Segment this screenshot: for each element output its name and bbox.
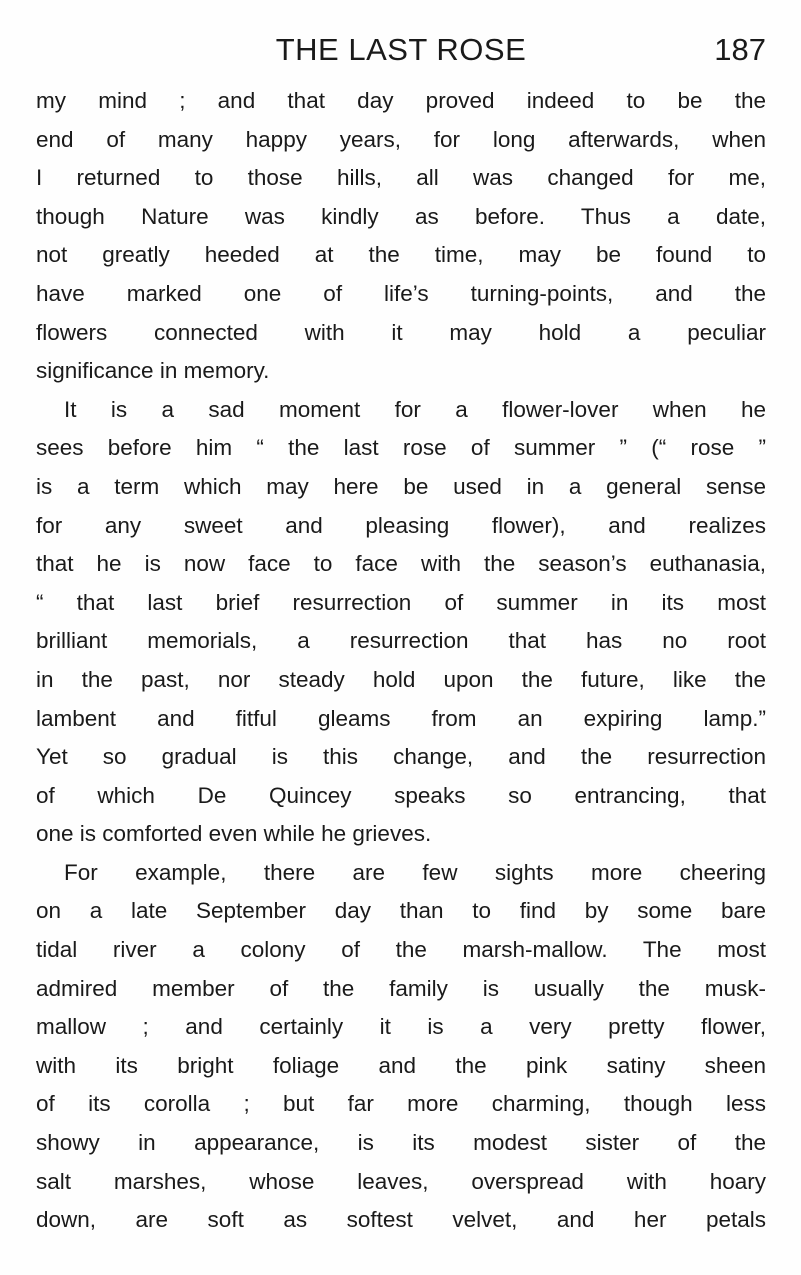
text-line: brilliant memorials, a resurrection that has no root (36, 628, 766, 654)
text-line: that he is now face to face with the season’s euthanasia, (36, 551, 766, 577)
text-line: in the past, nor steady hold upon the future, like the (36, 666, 766, 692)
running-title: THE LAST ROSE (275, 32, 527, 67)
text-line: of which De Quincey speaks so entrancing, that (36, 782, 766, 808)
text-line: my mind ; and that day proved indeed to be the (36, 88, 766, 113)
page-header (36, 30, 766, 80)
text-line: flowers connected with it may hold a peculiar (36, 319, 766, 345)
text-line: one is comforted even while he grieves. (36, 821, 432, 847)
text-line: have marked one of life’s turning-points, and the (36, 280, 766, 306)
text-line: It is a sad moment for a flower-lover when he (64, 396, 766, 422)
page-number: 187 (714, 32, 766, 67)
text-line: down, are soft as softest velvet, and her petals (36, 1207, 766, 1233)
body-text (36, 82, 766, 1240)
text-line: sees before him “ the last rose of summer ” (“ rose ” (36, 435, 766, 461)
text-line: for any sweet and pleasing flower), and realizes (36, 512, 766, 538)
text-line: end of many happy years, for long afterwards, when (36, 126, 766, 152)
text-line: “ that last brief resurrection of summer in its most (36, 589, 766, 615)
text-line: is a term which may here be used in a general sense (36, 473, 766, 499)
text-line: of its corolla ; but far more charming, though less (36, 1091, 766, 1117)
text-line: significance in memory. (36, 358, 270, 384)
text-line: though Nature was kindly as before. Thus a date, (36, 203, 766, 229)
text-line: For example, there are few sights more cheering (64, 859, 766, 885)
text-line: lambent and fitful gleams from an expiring lamp.” (36, 705, 766, 731)
book-page (36, 30, 766, 1240)
text-line: I returned to those hills, all was changed for me, (36, 165, 766, 191)
text-line: salt marshes, whose leaves, overspread with hoary (36, 1168, 766, 1194)
text-line: showy in appearance, is its modest sister of the (36, 1130, 766, 1156)
text-line: Yet so gradual is this change, and the resurrection (36, 744, 766, 770)
text-line: tidal river a colony of the marsh-mallow. The most (36, 937, 766, 963)
text-line: on a late September day than to find by some bare (36, 898, 766, 924)
text-line: mallow ; and certainly it is a very pretty flower, (36, 1014, 766, 1040)
text-line: admired member of the family is usually the musk- (36, 975, 766, 1001)
text-line: with its bright foliage and the pink satiny sheen (36, 1052, 766, 1078)
text-line: not greatly heeded at the time, may be found to (36, 242, 766, 268)
